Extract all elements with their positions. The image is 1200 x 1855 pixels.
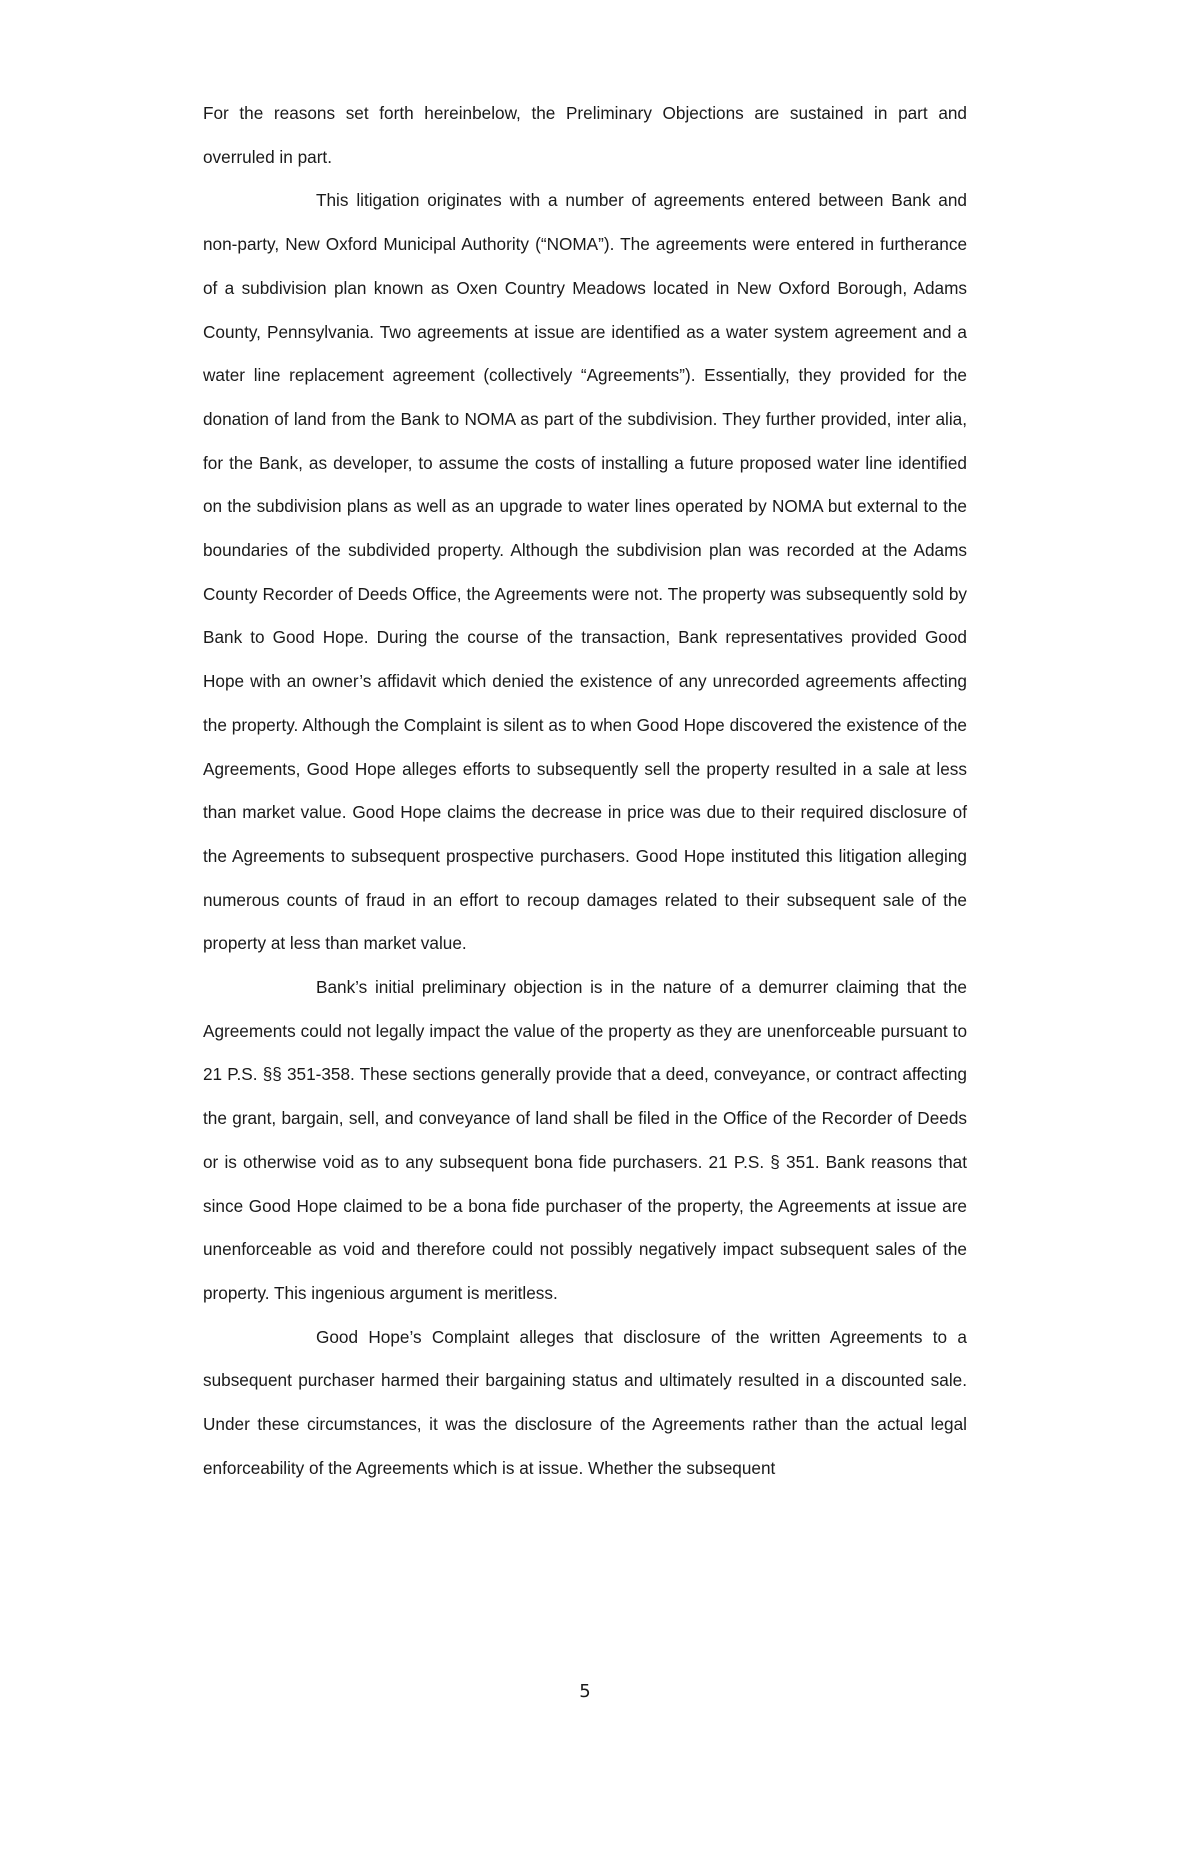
paragraph-1: For the reasons set forth hereinbelow, the Preliminary Objections are sustained in part and overruled in part. [203,103,967,167]
paragraph-3: Bank’s initial preliminary objection is in the nature of a demurrer claiming that the Agreements could not legally impact the value of the property as they are unenforceable pursuant to 21 P.S. §§ 351-358. These sections generally provide that a deed, conveyance, or contract affecting the grant, bargain, sell, and conveyance of land shall be filed in the Office of the Recorder of Deeds or is otherwise void as to any subsequent bona fide purchasers. 21 P.S. § 351. Bank reasons that since Good Hope claimed to be a bona fide purchaser of the property, the Agreements at issue are unenforceable as void and therefore could not possibly negatively impact subsequent sales of the property. This ingenious argument is meritless. [203,977,967,1303]
paragraph-2: This litigation originates with a number of agreements entered between Bank and non-party, New Oxford Municipal Authority (“NOMA”). The agreements were entered in furtherance of a subdivision plan known as Oxen Country Meadows located in New Oxford Borough, Adams County, Pennsylvania. Two agreements at issue are identified as a water system agreement and a water line replacement agreement (collectively “Agreements”). Essentially, they provided for the donation of land from the Bank to NOMA as part of the subdivision. They further provided, inter alia, for the Bank, as developer, to assume the costs of installing a future proposed water line identified on the subdivision plans as well as an upgrade to water lines operated by NOMA but external to the boundaries of the subdivided property. Although the subdivision plan was recorded at the Adams County Recorder of Deeds Office, the Agreements were not. The property was subsequently sold by Bank to Good Hope. During the course of the transaction, Bank representatives provided Good Hope with an owner’s affidavit which denied the existence of any unrecorded agreements affecting the property. Although the Complaint is silent as to when Good Hope discovered the existence of the Agreements, Good Hope alleges efforts to subsequently sell the property resulted in a sale at less than market value. Good Hope claims the decrease in price was due to their required disclosure of the Agreements to subsequent prospective purchasers. Good Hope instituted this litigation alleging numerous counts of fraud in an effort to recoup damages related to their subsequent sale of the property at less than market value. [203,190,967,954]
body-text [203,92,967,1491]
paragraph-4: Good Hope’s Complaint alleges that disclosure of the written Agreements to a subsequent purchaser harmed their bargaining status and ultimately resulted in a discounted sale. Under these circumstances, it was the disclosure of the Agreements rather than the actual legal enforceability of the Agreements which is at issue. Whether the subsequent [203,1326,967,1478]
page-number: 5 [579,1681,591,1702]
